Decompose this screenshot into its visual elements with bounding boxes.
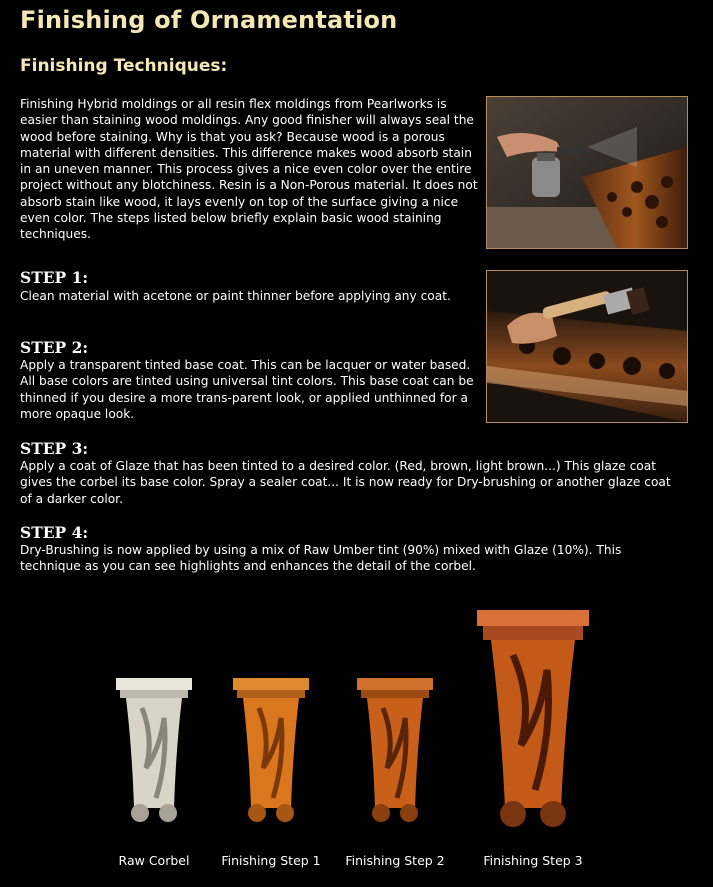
- brush-photo: [486, 270, 688, 423]
- step-2-title: STEP 2:: [20, 338, 89, 357]
- raw-corbel-image: [116, 678, 192, 823]
- step-1-caption: Finishing Step 1: [221, 853, 321, 868]
- step-4-title: STEP 4:: [20, 523, 89, 542]
- step-3-title: STEP 3:: [20, 439, 89, 458]
- step-2-corbel-image: [357, 678, 433, 823]
- spray-gun-photo: [486, 96, 688, 249]
- step-2-text: Apply a transparent tinted base coat. This can be lacquer or water based. All base colors are tinted using universal tint colors. This base coat can be thinned if you desire a more trans-parent look, or applied unthinned for a more opaque look.: [20, 358, 474, 421]
- step-3-text: Apply a coat of Glaze that has been tinted to a desired color. (Red, brown, light brown...) This glaze coat gives the corbel its base color. Spray a sealer coat... It is now ready for Dry-brushing or another glaze coat of a darker color.: [20, 459, 671, 506]
- step-1-corbel-image: [233, 678, 309, 823]
- step-1-text: Clean material with acetone or paint thinner before applying any coat.: [20, 289, 451, 303]
- raw-corbel-caption: Raw Corbel: [118, 853, 190, 868]
- step-4-text: Dry-Brushing is now applied by using a mix of Raw Umber tint (90%) mixed with Glaze (10%). This technique as you can see highlights and enhances the detail of the corbel.: [20, 543, 622, 574]
- step-2-caption: Finishing Step 2: [345, 853, 445, 868]
- step-3-corbel-image: [477, 610, 589, 828]
- section-heading: Finishing Techniques:: [20, 56, 228, 76]
- page-title: Finishing of Ornamentation: [20, 6, 398, 34]
- step-3-caption: Finishing Step 3: [483, 853, 583, 868]
- intro-paragraph: Finishing Hybrid moldings or all resin flex moldings from Pearlworks is easier than staining wood moldings. Any good finisher will always seal the wood before staining. Why is that you ask? Because wood is a porous material with different densities. This difference makes wood absorb stain in an uneven manner. This process gives a nice even color over the entire project without any blotchiness. Resin is a Non-Porous material. It does not absorb stain like wood, it lays evenly on top of the surface giving a nice even color. The steps listed below briefly explain basic wood staining techniques.: [20, 97, 478, 242]
- step-1-title: STEP 1:: [20, 268, 89, 287]
